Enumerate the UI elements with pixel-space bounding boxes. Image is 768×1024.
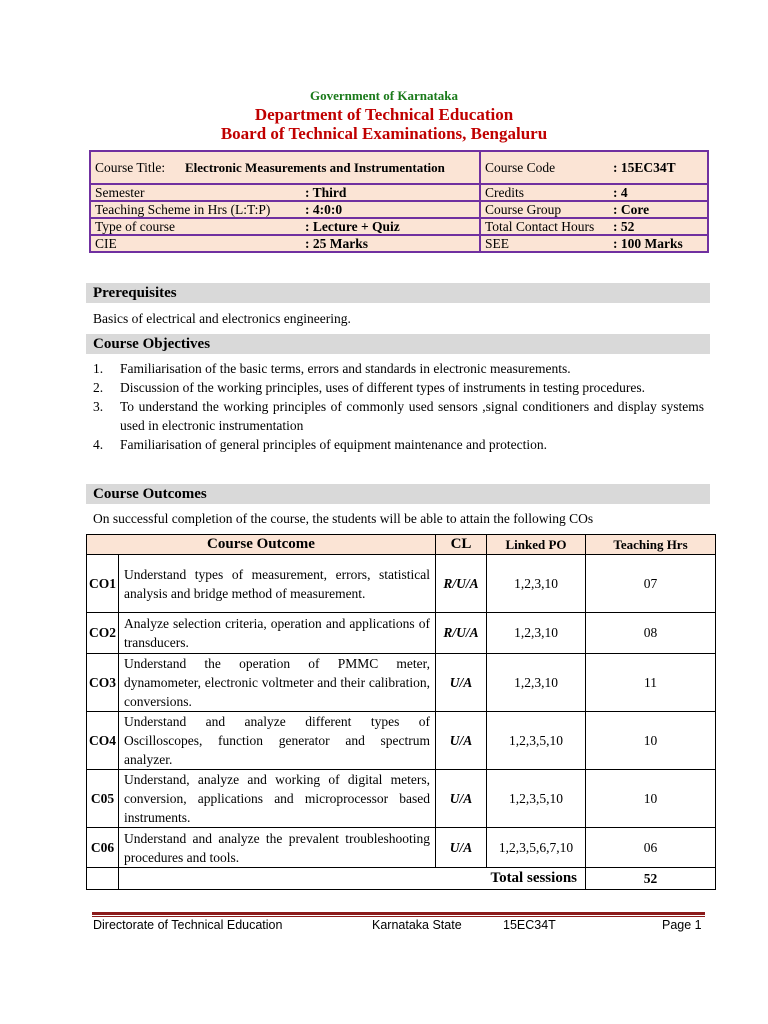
co-teaching-hrs: 11 bbox=[586, 654, 716, 712]
semester-value: : Third bbox=[305, 185, 347, 200]
list-item bbox=[93, 435, 704, 454]
footer-state: Karnataka State bbox=[372, 918, 462, 932]
co-cl: U/A bbox=[436, 654, 487, 712]
course-group-label: Course Group bbox=[485, 202, 562, 217]
list-item-number: 2. bbox=[93, 380, 104, 395]
co-description: Understand types of measurement, errors, statistical analysis and bridge method of measurement. bbox=[119, 555, 436, 613]
course-title-cell bbox=[90, 151, 480, 184]
info-row-right bbox=[480, 235, 708, 252]
prerequisites-heading: Prerequisites bbox=[86, 283, 710, 303]
see-value: : 100 Marks bbox=[613, 236, 683, 251]
co-description: Understand and analyze different types of Oscilloscopes, function generator and spectrum analyzer. bbox=[119, 712, 436, 770]
co-id: CO2 bbox=[87, 613, 119, 654]
total-sessions-label: Total sessions bbox=[119, 868, 586, 890]
list-item-text: To understand the working principles of commonly used sensors ,signal conditioners and display systems used in electronic instrumentation bbox=[120, 399, 704, 433]
course-type-value: : Lecture + Quiz bbox=[305, 219, 400, 234]
course-title-value: Electronic Measurements and Instrumentation bbox=[185, 159, 445, 175]
list-item bbox=[93, 378, 704, 397]
list-item-number: 4. bbox=[93, 437, 104, 452]
info-row-left bbox=[90, 184, 480, 201]
outcomes-heading: Course Outcomes bbox=[86, 484, 710, 504]
table-row bbox=[87, 828, 716, 868]
info-row-left bbox=[90, 235, 480, 252]
info-row-left bbox=[90, 218, 480, 235]
table-row bbox=[87, 770, 716, 828]
co-teaching-hrs: 10 bbox=[586, 712, 716, 770]
co-id: C06 bbox=[87, 828, 119, 868]
list-item bbox=[93, 359, 704, 378]
table-row bbox=[87, 555, 716, 613]
co-id: CO4 bbox=[87, 712, 119, 770]
list-item-text: Discussion of the working principles, uses of different types of instruments in testing procedures. bbox=[120, 380, 646, 395]
course-code-value: : 15EC34T bbox=[613, 160, 676, 175]
cie-label: CIE bbox=[95, 236, 117, 251]
co-linked-po: 1,2,3,5,6,7,10 bbox=[487, 828, 586, 868]
co-id: C05 bbox=[87, 770, 119, 828]
footer-page-number: Page 1 bbox=[662, 918, 702, 932]
total-spacer bbox=[87, 868, 119, 890]
footer-rule bbox=[92, 912, 705, 915]
header-department: Department of Technical Education bbox=[254, 105, 514, 124]
total-sessions-value: 52 bbox=[586, 868, 716, 890]
prerequisites-text: Basics of electrical and electronics engineering. bbox=[93, 311, 351, 326]
course-code-label: Course Code bbox=[485, 160, 556, 175]
list-item-number: 3. bbox=[93, 399, 104, 414]
course-info-table bbox=[89, 150, 709, 253]
footer-rule-thin bbox=[92, 916, 705, 917]
list-item bbox=[93, 397, 704, 435]
co-teaching-hrs: 08 bbox=[586, 613, 716, 654]
co-id: CO1 bbox=[87, 555, 119, 613]
list-item-number: 1. bbox=[93, 361, 104, 376]
list-item-text: Familiarisation of general principles of equipment maintenance and protection. bbox=[120, 437, 547, 452]
teaching-scheme-label: Teaching Scheme in Hrs (L:T:P) bbox=[95, 202, 271, 217]
cie-value: : 25 Marks bbox=[305, 236, 368, 251]
objectives-heading: Course Objectives bbox=[86, 334, 710, 354]
co-cl: U/A bbox=[436, 828, 487, 868]
co-cl: R/U/A bbox=[436, 613, 487, 654]
credits-value: : 4 bbox=[613, 185, 628, 200]
course-type-label: Type of course bbox=[95, 219, 176, 234]
info-row-right bbox=[480, 201, 708, 218]
course-title-label: Course Title: bbox=[95, 159, 166, 175]
credits-label: Credits bbox=[485, 185, 524, 200]
outcomes-intro: On successful completion of the course, the students will be able to attain the following COs bbox=[93, 511, 594, 526]
co-description: Understand the operation of PMMC meter, dynamometer, electronic voltmeter and their calibration, conversions. bbox=[119, 654, 436, 712]
co-description: Understand and analyze the prevalent troubleshooting procedures and tools. bbox=[119, 828, 436, 868]
column-header-po: Linked PO bbox=[487, 535, 586, 555]
co-teaching-hrs: 10 bbox=[586, 770, 716, 828]
teaching-scheme-value: : 4:0:0 bbox=[305, 202, 343, 217]
co-cl: U/A bbox=[436, 770, 487, 828]
co-linked-po: 1,2,3,10 bbox=[487, 654, 586, 712]
co-description: Understand, analyze and working of digital meters, conversion, applications and microprocessor based instruments. bbox=[119, 770, 436, 828]
info-row-left bbox=[90, 201, 480, 218]
table-row bbox=[87, 654, 716, 712]
table-row bbox=[87, 712, 716, 770]
column-header-hrs: Teaching Hrs bbox=[586, 535, 716, 555]
course-code-cell bbox=[480, 151, 708, 184]
co-teaching-hrs: 07 bbox=[586, 555, 716, 613]
column-header-cl: CL bbox=[436, 535, 487, 555]
info-row-right bbox=[480, 184, 708, 201]
info-row-right bbox=[480, 218, 708, 235]
see-label: SEE bbox=[485, 236, 510, 251]
co-description: Analyze selection criteria, operation and applications of transducers. bbox=[119, 613, 436, 654]
total-row bbox=[87, 868, 716, 890]
list-item-text: Familiarisation of the basic terms, errors and standards in electronic measurements. bbox=[120, 361, 571, 376]
co-linked-po: 1,2,3,10 bbox=[487, 555, 586, 613]
footer-course-code: 15EC34T bbox=[503, 918, 556, 932]
semester-label: Semester bbox=[95, 185, 145, 200]
table-header-row bbox=[87, 535, 716, 555]
co-id: CO3 bbox=[87, 654, 119, 712]
contact-hours-value: : 52 bbox=[613, 219, 635, 234]
objectives-list bbox=[93, 359, 704, 454]
co-linked-po: 1,2,3,5,10 bbox=[487, 712, 586, 770]
header-board: Board of Technical Examinations, Bengaluru bbox=[220, 124, 548, 143]
footer-directorate: Directorate of Technical Education bbox=[93, 918, 283, 932]
co-cl: U/A bbox=[436, 712, 487, 770]
co-teaching-hrs: 06 bbox=[586, 828, 716, 868]
course-outcomes-table bbox=[86, 534, 716, 890]
co-cl: R/U/A bbox=[436, 555, 487, 613]
header-government: Government of Karnataka bbox=[309, 88, 459, 103]
co-linked-po: 1,2,3,10 bbox=[487, 613, 586, 654]
column-header-outcome: Course Outcome bbox=[87, 535, 436, 555]
co-linked-po: 1,2,3,5,10 bbox=[487, 770, 586, 828]
contact-hours-label: Total Contact Hours bbox=[485, 219, 595, 234]
course-group-value: : Core bbox=[613, 202, 650, 217]
table-row bbox=[87, 613, 716, 654]
